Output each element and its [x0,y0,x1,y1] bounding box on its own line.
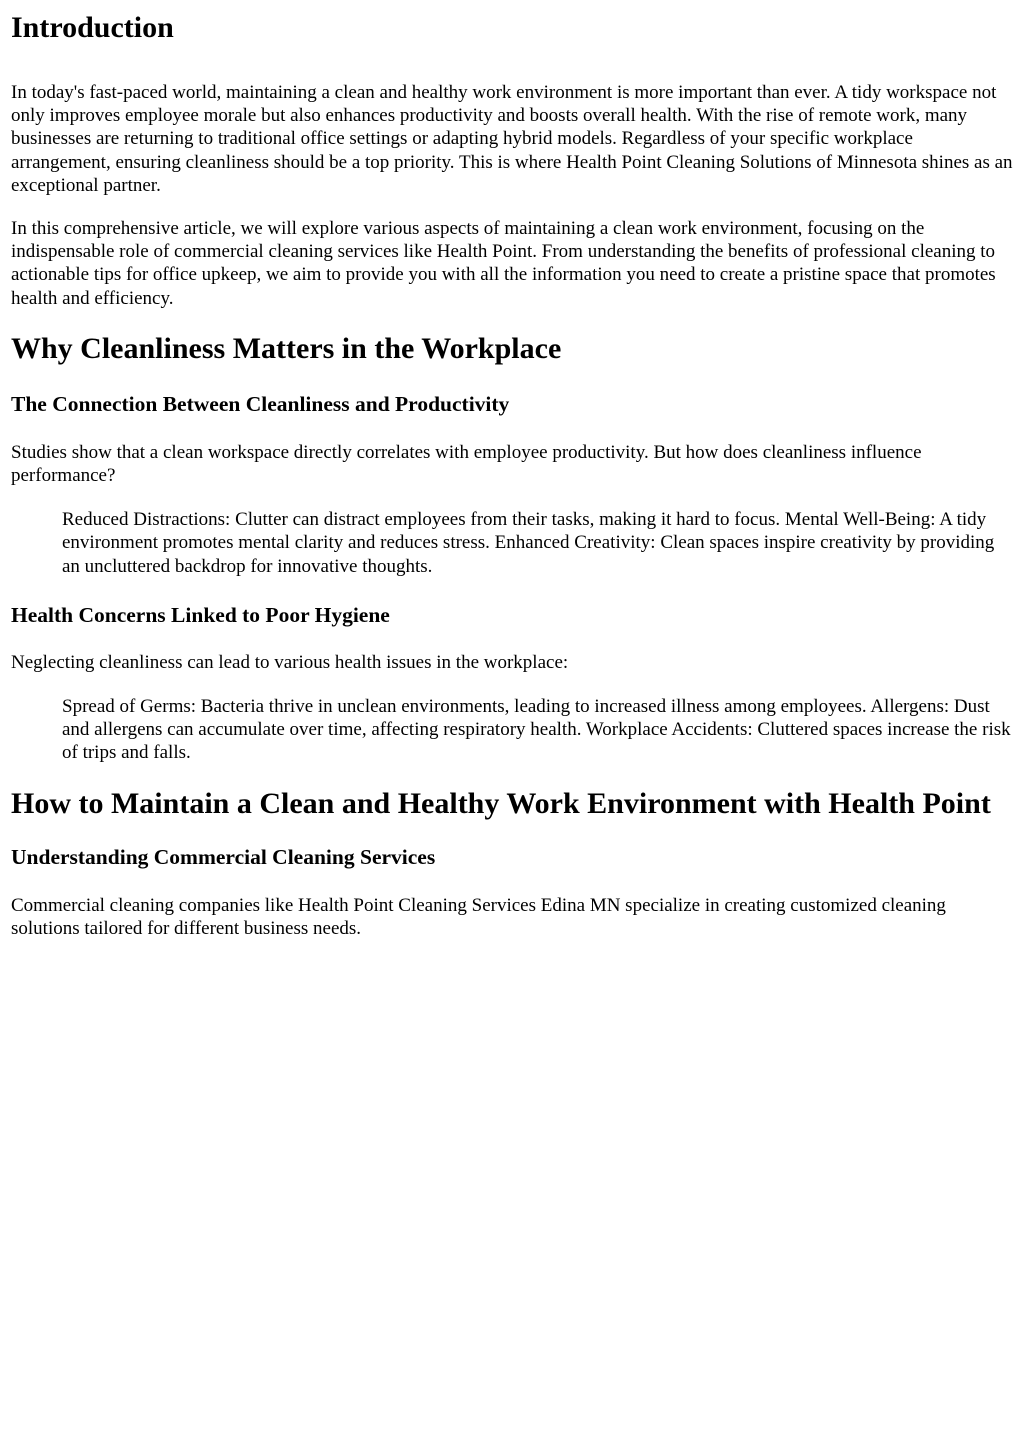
intro-paragraph-1: In today's fast-paced world, maintaining a clean and healthy work environment is more important than ever. A tidy workspace not only improves employee morale but also enhances productivity and boosts overall health. With the rise of remote work, many businesses are returning to traditional office settings or adapting hybrid models. Regardless of your specific workplace arrangement, ensuring cleanliness should be a top priority. This is where Health Point Cleaning Solutions of Minnesota shines as an exceptional partner. [11,82,1013,196]
productivity-benefits-quote: Reduced Distractions: Clutter can distract employees from their tasks, making it hard to focus. Mental Well-Being: A tidy environment promotes mental clarity and reduces stress. Enhanced Creativity: Clean spaces inspire creativity by providing an uncluttered backdrop for innovative thoughts. [62,509,995,577]
health-concerns-paragraph: Neglecting cleanliness can lead to various health issues in the workplace: [11,651,569,673]
commercial-cleaning-heading: Understanding Commercial Cleaning Services [11,844,436,869]
intro-heading: Introduction [11,11,174,44]
productivity-connection-paragraph: Studies show that a clean workspace directly correlates with employee productivity. But how does cleanliness influence performance? [11,441,922,487]
maintain-environment-heading: How to Maintain a Clean and Healthy Work Environment with Health Point [11,786,991,820]
commercial-cleaning-paragraph: Commercial cleaning companies like Health Point Cleaning Services Edina MN specialize in creating customized cleaning solutions tailored for different business needs. [11,894,946,939]
productivity-connection-heading: The Connection Between Cleanliness and Productivity [11,391,510,416]
health-concerns-heading: Health Concerns Linked to Poor Hygiene [11,602,390,627]
health-concerns-quote: Spread of Germs: Bacteria thrive in unclean environments, leading to increased illness among employees. Allergens: Dust and allergens can accumulate over time, affecting respiratory health. Workplace Accidents: Cluttered spaces increase the risk of trips and falls. [62,696,1011,764]
intro-paragraph-2: In this comprehensive article, we will explore various aspects of maintaining a clean work environment, focusing on the indispensable role of commercial cleaning services like Health Point. From understanding the benefits of professional cleaning to actionable tips for office upkeep, we aim to provide you with all the information you need to create a pristine space that promotes health and efficiency. [11,218,996,309]
why-cleanliness-heading: Why Cleanliness Matters in the Workplace [11,331,562,365]
